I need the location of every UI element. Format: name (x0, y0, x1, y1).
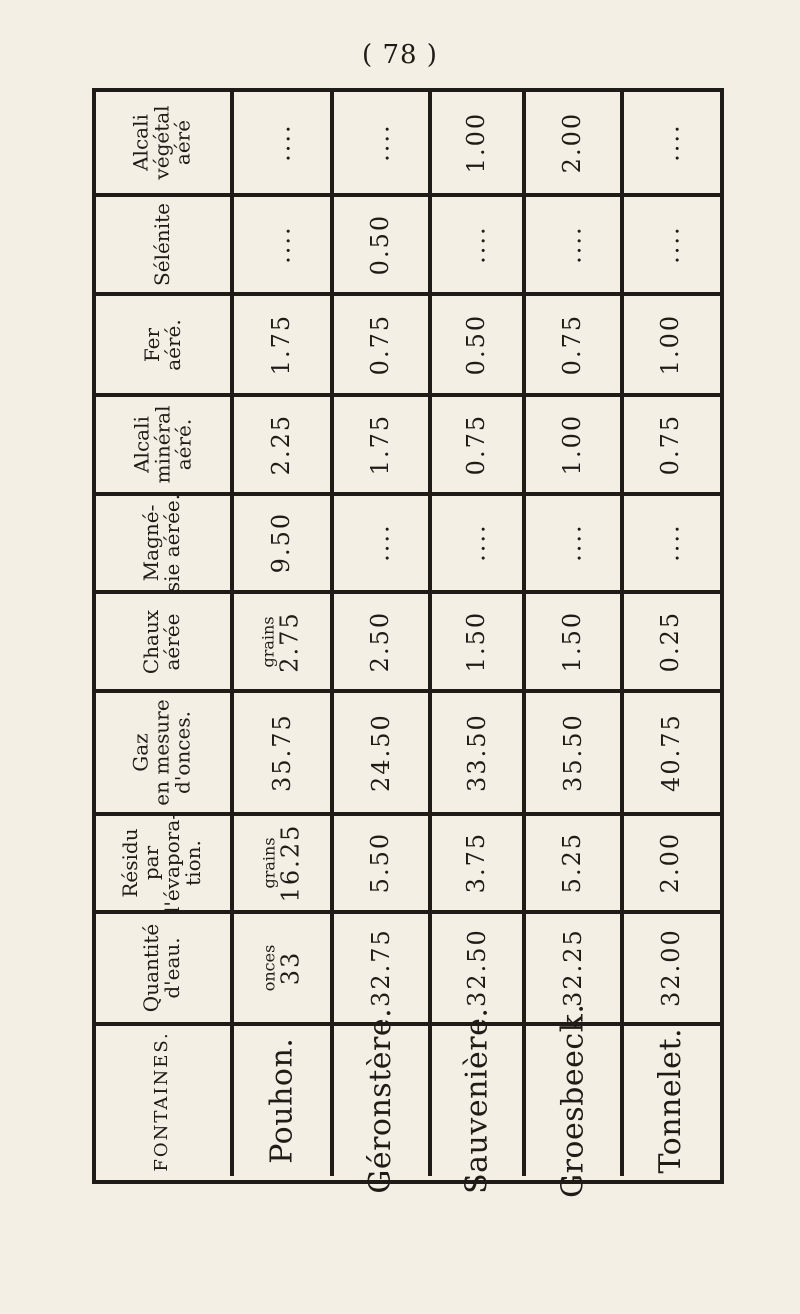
header-residu: Résidu par l'évapora- tion. (118, 812, 206, 914)
value-cell: 35.75 (267, 713, 296, 792)
value-cell: 2.50 (366, 610, 395, 673)
value-cell: 35.50 (558, 713, 587, 792)
value-cell: 0.75 (558, 313, 587, 376)
header-gaz: Gaz en mesure d'onces. (128, 699, 195, 806)
value-cell: 0.25 (656, 610, 685, 673)
value-cell: 1.75 (366, 413, 395, 476)
value-cell: .... (656, 123, 685, 162)
value-cell: 32.75 (366, 928, 395, 1008)
header-alcali-mineral: Alcali minéral aéré. (129, 405, 195, 484)
unit-grains: grains (259, 615, 279, 668)
value-cell: 1.50 (462, 610, 491, 673)
unit-grains: grains (259, 837, 279, 889)
value-cell: 32.50 (462, 928, 491, 1008)
value-cell: .... (267, 123, 296, 162)
value-cell: 33.50 (462, 713, 491, 792)
fountain-name: Tonnelet. (653, 1028, 689, 1174)
value-cell: .... (558, 225, 587, 264)
fountain-name: Pouhon. (264, 1037, 300, 1165)
value-cell: onces 33 (259, 944, 304, 992)
value-cell: .... (656, 523, 685, 563)
value-cell: 2.00 (558, 111, 587, 174)
value-cell: 1.50 (558, 610, 587, 673)
value-cell: 9.50 (267, 512, 296, 574)
value-cell: 1.00 (462, 111, 491, 174)
value-cell: 0.50 (462, 313, 491, 376)
value-cell: .... (462, 523, 491, 563)
value-cell: .... (267, 225, 296, 264)
header-chaux: Chaux aérée (139, 609, 185, 674)
value-cell: 5.25 (558, 832, 587, 894)
unit-onces: onces (259, 944, 278, 992)
value-cell: .... (656, 225, 685, 264)
header-quantite-eau: Quantité d'eau. (139, 923, 185, 1013)
page-number: ( 78 ) (362, 40, 438, 70)
value-cell: .... (366, 523, 395, 563)
value-cell: grains 2.75 (259, 610, 304, 673)
fountain-name: Groesbeeck. (555, 1003, 591, 1199)
value-cell: 5.50 (366, 832, 395, 894)
value-cell: .... (462, 225, 491, 264)
header-fontaines: FONTAINES. (151, 1030, 173, 1172)
value-cell: 0.75 (366, 313, 395, 376)
header-fer: Fer aéré. (139, 318, 185, 371)
value-cell: 32.25 (558, 928, 587, 1008)
header-magnesie: Magné- sie aérée. (139, 493, 185, 593)
value-cell: 3.75 (462, 832, 491, 894)
value-cell: 24.50 (366, 713, 395, 792)
value-cell: 1.00 (656, 313, 685, 376)
value-cell: 2.25 (267, 413, 296, 476)
value-cell: .... (366, 123, 395, 162)
value-cell: .... (558, 523, 587, 563)
fountain-name: Sauvenière. (459, 1007, 495, 1195)
value-cell: 40.75 (656, 713, 685, 792)
value-cell: 0.50 (366, 213, 395, 276)
value-cell: 32.00 (656, 928, 685, 1008)
header-selenite: Sélénite (149, 203, 174, 286)
value-cell: 1.00 (558, 413, 587, 476)
fountain-name: Géronstère. (363, 1008, 399, 1194)
header-alcali-vegetal: Alcali végétal aéré (128, 105, 195, 180)
value-cell: 0.75 (462, 413, 491, 476)
value-cell: grains 16.25 (259, 823, 304, 903)
value-cell: 2.00 (656, 832, 685, 894)
value-cell: 0.75 (656, 413, 685, 476)
value-cell: 1.75 (267, 313, 296, 376)
